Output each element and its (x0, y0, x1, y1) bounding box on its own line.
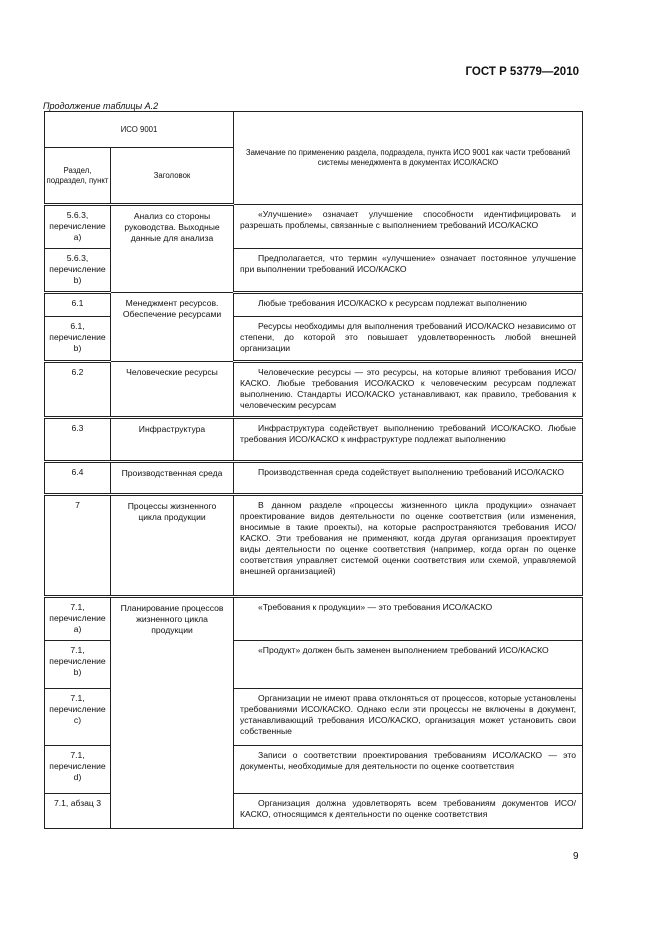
note-cell: Любые требования ИСО/КАСКО к ресурсам подлежат выполнению (234, 293, 583, 317)
note-cell: Ресурсы необходимы для выполнения требований ИСО/КАСКО независимо от степени, до которой это повышает удовлетворенность любой внешней организации (234, 317, 583, 362)
section-column-header: Раздел, подраздел, пункт (46, 165, 109, 185)
section-cell: 5.6.3, перечисление a) (45, 205, 111, 249)
section-cell: 6.3 (45, 418, 111, 462)
heading-cell: Анализ со стороны руководства. Выходные данные для анализа (111, 205, 234, 293)
section-cell: 7.1, перечисление a) (45, 597, 111, 641)
section-cell: 7.1, абзац 3 (45, 794, 111, 829)
table-row (45, 205, 583, 249)
header-row (45, 112, 583, 148)
table-row (45, 597, 583, 641)
table-row (45, 293, 583, 317)
document-code: ГОСТ Р 53779—2010 (465, 66, 579, 78)
note-cell: Записи о соответствии проектирования требованиям ИСО/КАСКО — это документы, необходимые для деятельности по оценке соответствия (234, 746, 583, 794)
section-cell: 6.2 (45, 362, 111, 418)
note-cell: «Продукт» должен быть заменен выполнением требований ИСО/КАСКО (234, 641, 583, 689)
note-header-cell (234, 112, 583, 205)
table-row (45, 418, 583, 462)
heading-cell: Менеджмент ресурсов. Обеспечение ресурсами (111, 293, 234, 362)
section-cell: 6.4 (45, 462, 111, 495)
table-row (45, 362, 583, 418)
heading-cell: Процессы жизненного цикла продукции (111, 495, 234, 597)
page-number: 9 (573, 851, 579, 862)
section-cell: 7 (45, 495, 111, 597)
heading-column-header: Заголовок (153, 170, 191, 180)
section-cell: 7.1, перечисление c) (45, 689, 111, 746)
note-cell: Организации не имеют права отклоняться от процессов, которые установлены требованиями ИСО/КАСКО. Однако если эти процессы не включены в документ, устанавливающий требования ИСО/КАСКО, организация может установить свои собственные (234, 689, 583, 746)
heading-header-cell (111, 148, 234, 205)
note-cell: Человеческие ресурсы — это ресурсы, на которые влияют требования ИСО/КАСКО. Любые требования ИСО/КАСКО к человеческим ресурсам подлежат выполнению. Стандарты ИСО/КАСКО устанавливают, как правило, требования к человеческим ресурсам (234, 362, 583, 418)
section-header-cell (45, 148, 111, 205)
section-cell: 6.1 (45, 293, 111, 317)
note-cell: «Улучшение» означает улучшение способности идентифицировать и разрешать проблемы, связанные с выполнением требований ИСО/КАСКО (234, 205, 583, 249)
note-cell: Предполагается, что термин «улучшение» означает постоянное улучшение при выполнении требований ИСО/КАСКО (234, 249, 583, 293)
heading-cell: Человеческие ресурсы (111, 362, 234, 418)
section-cell: 7.1, перечисление d) (45, 746, 111, 794)
note-cell: Производственная среда содействует выполнению требований ИСО/КАСКО (234, 462, 583, 495)
note-cell: «Требования к продукции» — это требования ИСО/КАСКО (234, 597, 583, 641)
requirements-table (44, 111, 583, 829)
heading-cell: Инфраструктура (111, 418, 234, 462)
heading-cell: Производственная среда (111, 462, 234, 495)
table-caption: Продолжение таблицы А.2 (43, 101, 159, 111)
heading-cell: Планирование процессов жизненного цикла продукции (111, 597, 234, 829)
section-cell: 6.1, перечисление b) (45, 317, 111, 362)
table-row (45, 462, 583, 495)
note-cell: Организация должна удовлетворять всем требованиям документов ИСО/КАСКО, относящимся к деятельности по оценке соответствия (234, 794, 583, 829)
group-header-cell (45, 112, 234, 148)
note-column-header: Замечание по применению раздела, подраздела, пункта ИСО 9001 как части требований системы менеджмента в документах ИСО/КАСКО (245, 148, 571, 167)
section-cell: 7.1, перечисление b) (45, 641, 111, 689)
note-cell: Инфраструктура содействует выполнению требований ИСО/КАСКО. Любые требования ИСО/КАСКО к инфраструктуре подлежат выполнению (234, 418, 583, 462)
group-header: ИСО 9001 (120, 124, 158, 134)
note-cell: В данном разделе «процессы жизненного цикла продукции» означает проектирование видов деятельности по оценке соответствия (или изменения, вносимые в такие проекты), на которые распространяются требования ИСО/КАСКО. Эти требования не применяют, когда другая организация проектирует виды деятельности по оценке соответствия (например, когда орган по оценке соответствия управляет системой оценки соответствия или схемой, управляемой внешней организацией) (234, 495, 583, 597)
table-row (45, 495, 583, 597)
section-cell: 5.6.3, перечисление b) (45, 249, 111, 293)
